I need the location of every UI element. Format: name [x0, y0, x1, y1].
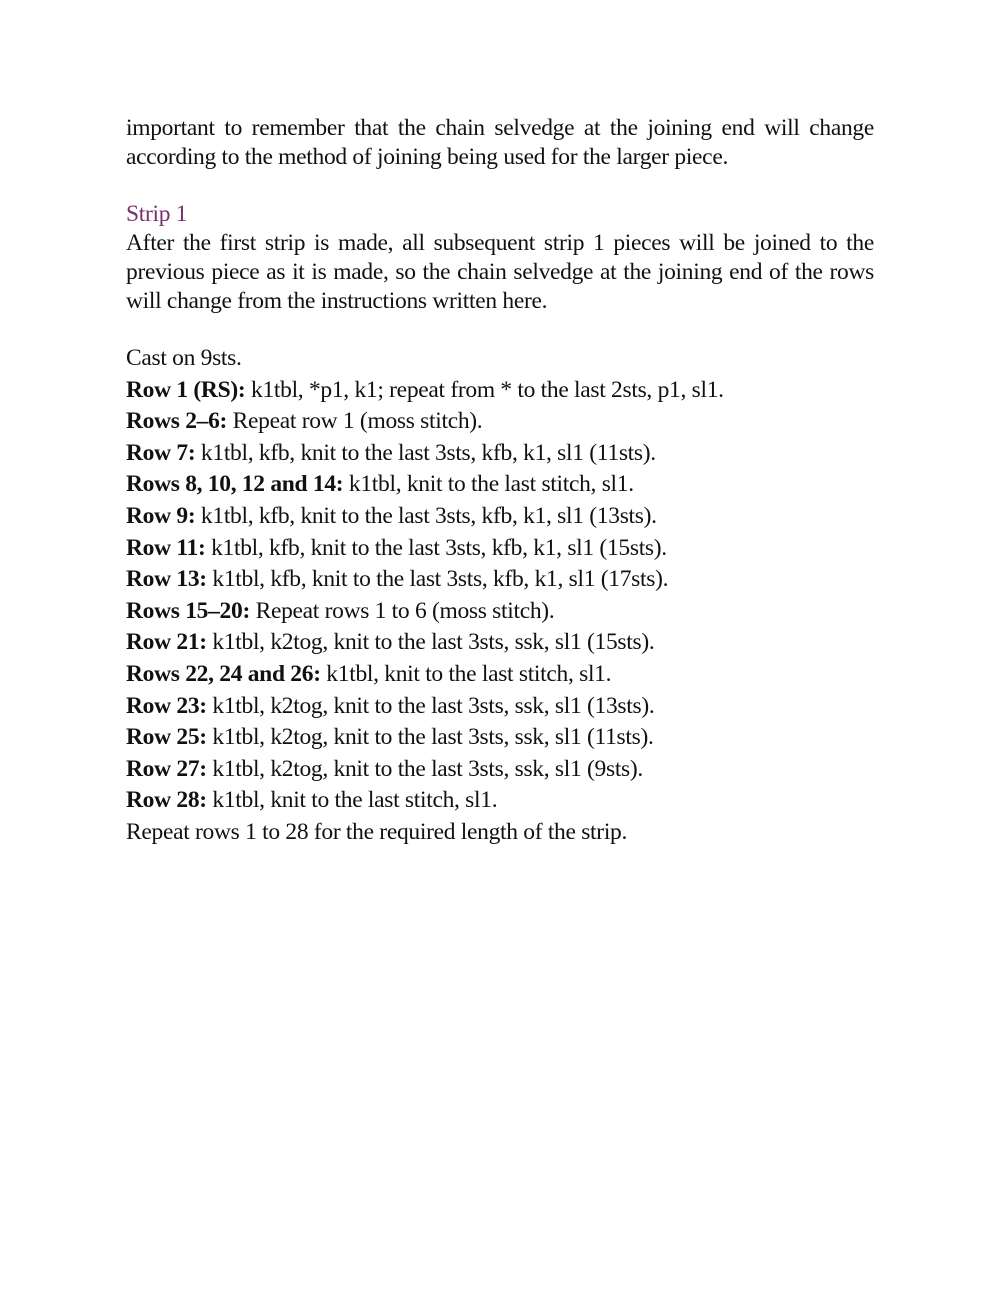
row-text: Repeat rows 1 to 6 (moss stitch).	[250, 597, 555, 624]
row-label: Rows 8, 10, 12 and 14:	[126, 471, 344, 498]
row-label: Row 23:	[126, 692, 207, 719]
row-label: Rows 15–20:	[126, 597, 250, 624]
row-instruction	[126, 469, 874, 501]
row-label: Row 9:	[126, 502, 196, 529]
row-text: k1tbl, kfb, knit to the last 3sts, kfb, k1, sl1 (17sts).	[206, 566, 669, 593]
row-text: k1tbl, *p1, k1; repeat from * to the last 2sts, p1, sl1.	[245, 376, 724, 403]
row-instruction	[126, 754, 874, 786]
row-label: Row 21:	[126, 629, 207, 656]
row-label: Row 25:	[126, 724, 207, 751]
section-description: After the first strip is made, all subsequent strip 1 pieces will be joined to the previous piece as it is made, so the chain selvedge at the joining end of the rows will change from the instructions written here.	[126, 230, 874, 314]
row-text: k1tbl, knit to the last stitch, sl1.	[206, 787, 498, 814]
row-label: Row 27:	[126, 755, 207, 782]
intro-paragraph: important to remember that the chain selvedge at the joining end will change according to the method of joining being used for the larger piece.	[126, 115, 874, 170]
row-label: Rows 2–6:	[126, 408, 228, 435]
row-instruction	[126, 375, 874, 407]
row-text: k1tbl, kfb, knit to the last 3sts, kfb, k1, sl1 (15sts).	[205, 534, 667, 561]
row-instruction	[126, 438, 874, 470]
row-instruction	[126, 659, 874, 691]
row-instruction	[126, 722, 874, 754]
section-heading: Strip 1	[126, 201, 188, 227]
row-text: k1tbl, knit to the last stitch, sl1.	[320, 660, 612, 687]
row-text: k1tbl, k2tog, knit to the last 3sts, ssk, sl1 (13sts).	[206, 692, 655, 719]
row-text: k1tbl, k2tog, knit to the last 3sts, ssk, sl1 (11sts).	[206, 724, 654, 751]
row-instruction	[126, 564, 874, 596]
row-instructions-list	[126, 375, 874, 817]
row-label: Row 1 (RS):	[126, 376, 246, 403]
row-text: k1tbl, kfb, knit to the last 3sts, kfb, k1, sl1 (13sts).	[195, 502, 657, 529]
row-instruction	[126, 596, 874, 628]
row-instruction	[126, 406, 874, 438]
row-text: k1tbl, knit to the last stitch, sl1.	[343, 471, 634, 498]
row-instruction	[126, 501, 874, 533]
row-label: Rows 22, 24 and 26:	[126, 660, 321, 687]
row-instruction	[126, 785, 874, 817]
row-instruction	[126, 691, 874, 723]
row-label: Row 28:	[126, 787, 207, 814]
document-page	[126, 114, 874, 849]
row-label: Row 7:	[126, 439, 196, 466]
row-text: k1tbl, k2tog, knit to the last 3sts, ssk, sl1 (9sts).	[206, 755, 643, 782]
row-text: Repeat row 1 (moss stitch).	[227, 408, 483, 435]
row-instruction	[126, 627, 874, 659]
cast-on-instruction: Cast on 9sts.	[126, 345, 242, 371]
closing-instruction: Repeat rows 1 to 28 for the required length of the strip.	[126, 818, 628, 845]
row-instruction	[126, 533, 874, 565]
row-text: k1tbl, k2tog, knit to the last 3sts, ssk, sl1 (15sts).	[206, 629, 655, 656]
row-label: Row 11:	[126, 534, 206, 561]
row-label: Row 13:	[126, 566, 207, 593]
row-text: k1tbl, kfb, knit to the last 3sts, kfb, k1, sl1 (11sts).	[195, 439, 656, 466]
